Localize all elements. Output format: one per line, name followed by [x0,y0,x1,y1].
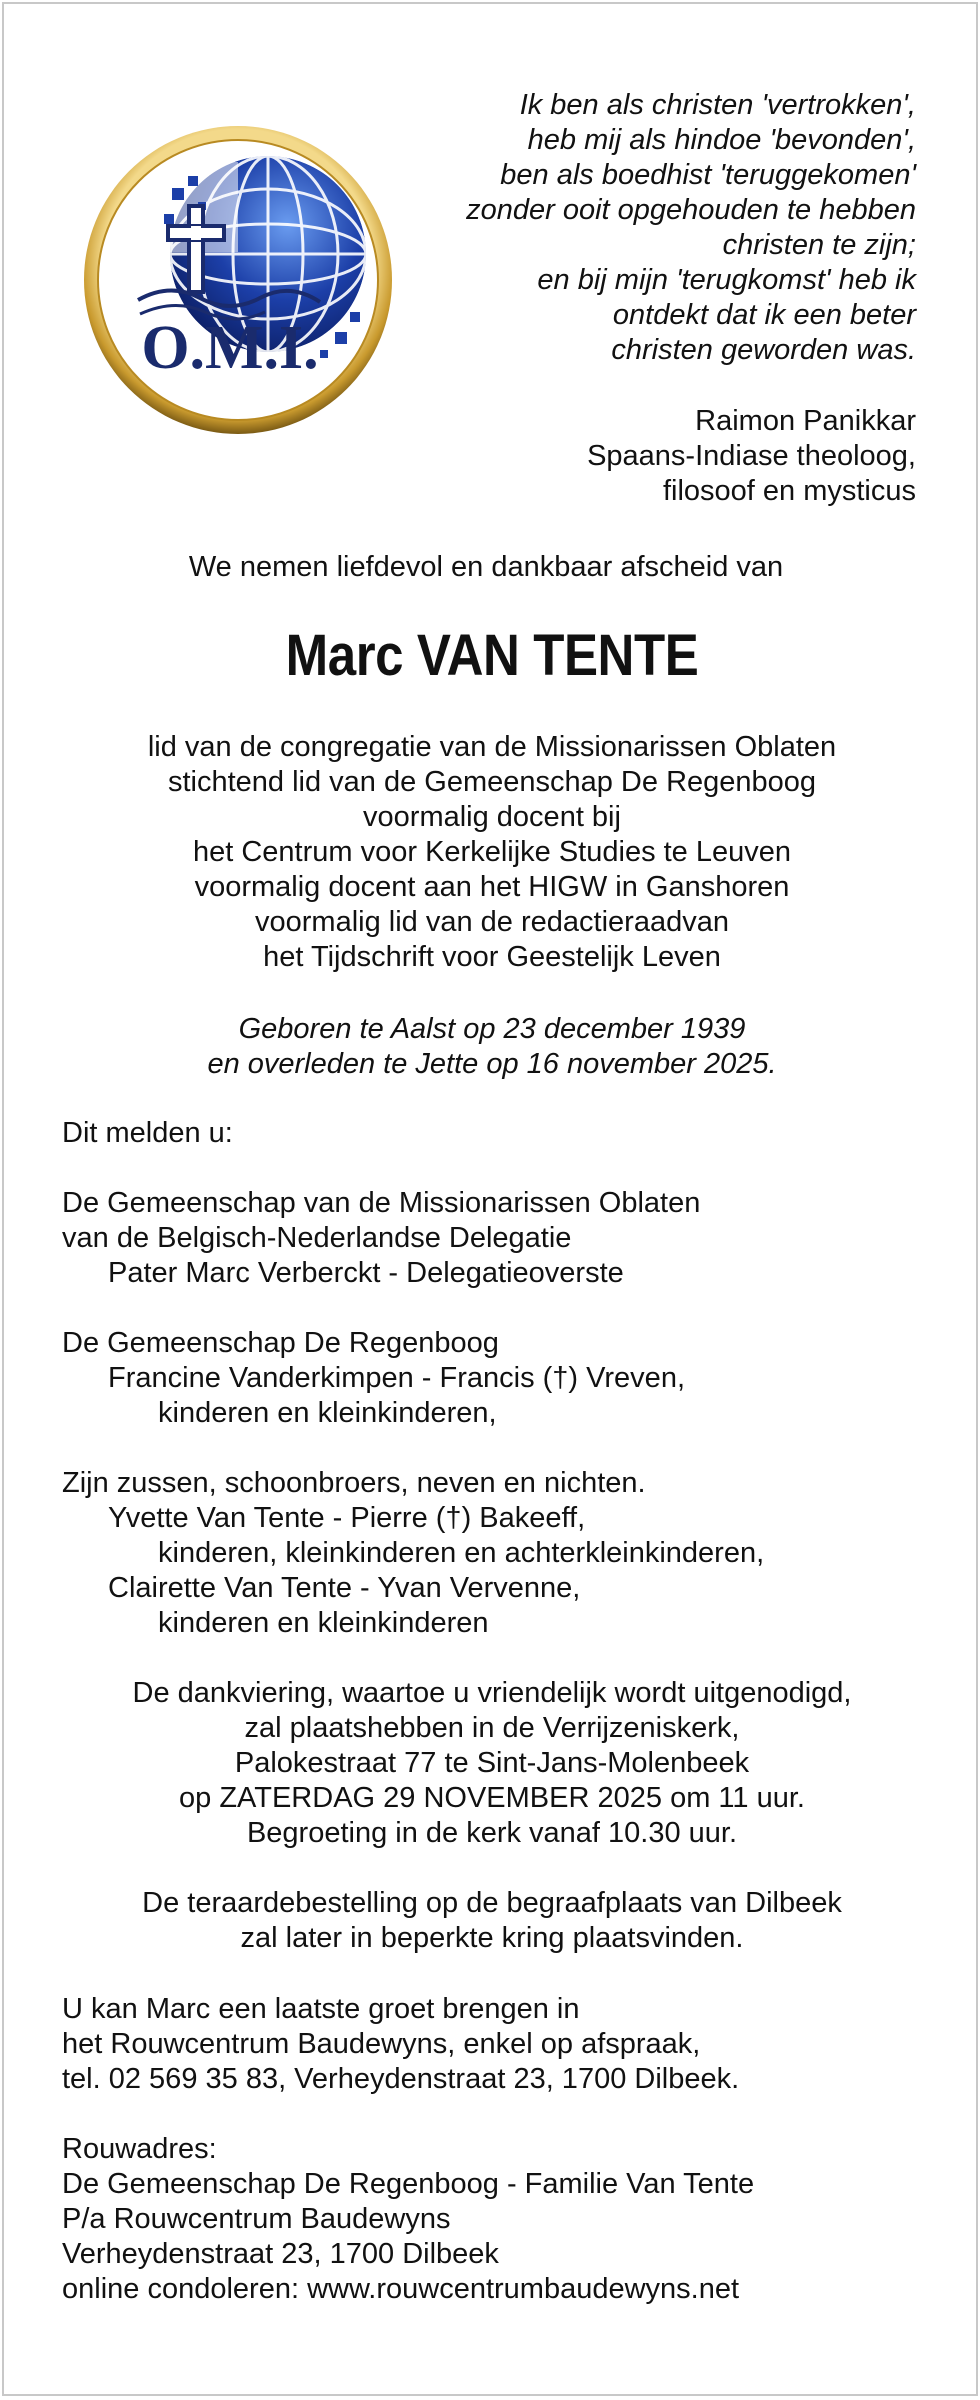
poem-line: christen te zijn; [722,229,916,261]
mourning-address [62,2132,942,2307]
poem-quote [396,88,916,368]
visit-info [62,1992,942,2097]
death-line: en overleden te Jette op 16 november 2025. [207,1048,777,1080]
poem-line: christen geworden was. [611,334,916,366]
poem-author-desc: filosoof en mysticus [662,475,916,507]
visit-line: het Rouwcentrum Baudewyns, enkel op afspraak, [62,2028,701,2060]
family-line: Yvette Van Tente - Pierre (†) Bakeeff, [108,1502,586,1534]
family-line: De Gemeenschap De Regenboog [62,1327,499,1359]
burial-line: De teraardebestelling op de begraafplaats van Dilbeek [142,1887,842,1919]
family-line: van de Belgisch-Nederlandse Delegatie [62,1222,572,1254]
family-line: De Gemeenschap van de Missionarissen Oblaten [62,1187,701,1219]
role-line: lid van de congregatie van de Missionarissen Oblaten [147,731,837,763]
family-line: Zijn zussen, schoonbroers, neven en nichten. [62,1467,646,1499]
poem-author: Raimon Panikkar [695,405,916,437]
family-line: kinderen en kleinkinderen, [158,1397,497,1429]
service-info [4,1676,980,1851]
deceased-name: Marc VAN TENTE [285,623,699,688]
family-line: Clairette Van Tente - Yvan Vervenne, [108,1572,581,1604]
visit-line: U kan Marc een laatste groet brengen in [62,1993,580,2025]
visit-line: tel. 02 569 35 83, Verheydenstraat 23, 1700 Dilbeek. [62,2063,740,2095]
poem-line: ben als boedhist 'teruggekomen' [500,159,916,191]
announce-text: Dit melden u: [62,1117,233,1149]
poem-line: zonder ooit opgehouden te hebben [466,194,916,226]
roles-list [4,730,980,975]
family-oblates [62,1186,942,1291]
role-line: voormalig lid van de redactieraadvan [255,906,729,938]
service-line: Palokestraat 77 te Sint-Jans-Molenbeek [234,1747,750,1779]
logo-text: O.M.I. [141,314,319,382]
life-dates [4,1012,980,1082]
address-line: online condoleren: www.rouwcentrumbaudewyns.net [62,2273,740,2305]
omi-logo [80,122,396,438]
family-siblings [62,1466,942,1641]
obituary-card [2,2,978,2396]
poem-line: heb mij als hindoe 'bevonden', [527,124,916,156]
role-line: stichtend lid van de Gemeenschap De Regenboog [167,766,817,798]
poem-line: ontdekt dat ik een beter [612,299,916,331]
poem-attribution [396,404,916,509]
address-line: P/a Rouwcentrum Baudewyns [62,2203,451,2235]
intro-text: We nemen liefdevol en dankbaar afscheid van [188,551,784,583]
address-line: De Gemeenschap De Regenboog - Familie Van Tente [62,2168,755,2200]
poem-line: en bij mijn 'terugkomst' heb ik [537,264,916,296]
burial-line: zal later in beperkte kring plaatsvinden. [240,1922,744,1954]
family-line: Pater Marc Verberckt - Delegatieoverste [108,1257,624,1289]
family-line: kinderen en kleinkinderen [158,1607,489,1639]
family-line: Francine Vanderkimpen - Francis (†) Vreven, [108,1362,685,1394]
role-line: voormalig docent bij [363,801,621,833]
poem-author-desc: Spaans-Indiase theoloog, [587,440,916,472]
role-line: voormalig docent aan het HIGW in Ganshoren [194,871,790,903]
service-line: Begroeting in de kerk vanaf 10.30 uur. [246,1817,738,1849]
family-line: kinderen, kleinkinderen en achterkleinkinderen, [158,1537,765,1569]
family-regenboog [62,1326,942,1431]
address-line: Rouwadres: [62,2133,217,2165]
poem-line: Ik ben als christen 'vertrokken', [519,89,916,121]
burial-info [4,1886,980,1956]
role-line: het Centrum voor Kerkelijke Studies te Leuven [192,836,792,868]
service-line: De dankviering, waartoe u vriendelijk wordt uitgenodigd, [132,1677,852,1709]
address-line: Verheydenstraat 23, 1700 Dilbeek [62,2238,499,2270]
service-line: op ZATERDAG 29 NOVEMBER 2025 om 11 uur. [179,1782,805,1814]
service-line: zal plaatshebben in de Verrijzeniskerk, [244,1712,740,1744]
role-line: het Tijdschrift voor Geestelijk Leven [263,941,721,973]
birth-line: Geboren te Aalst op 23 december 1939 [238,1013,746,1045]
